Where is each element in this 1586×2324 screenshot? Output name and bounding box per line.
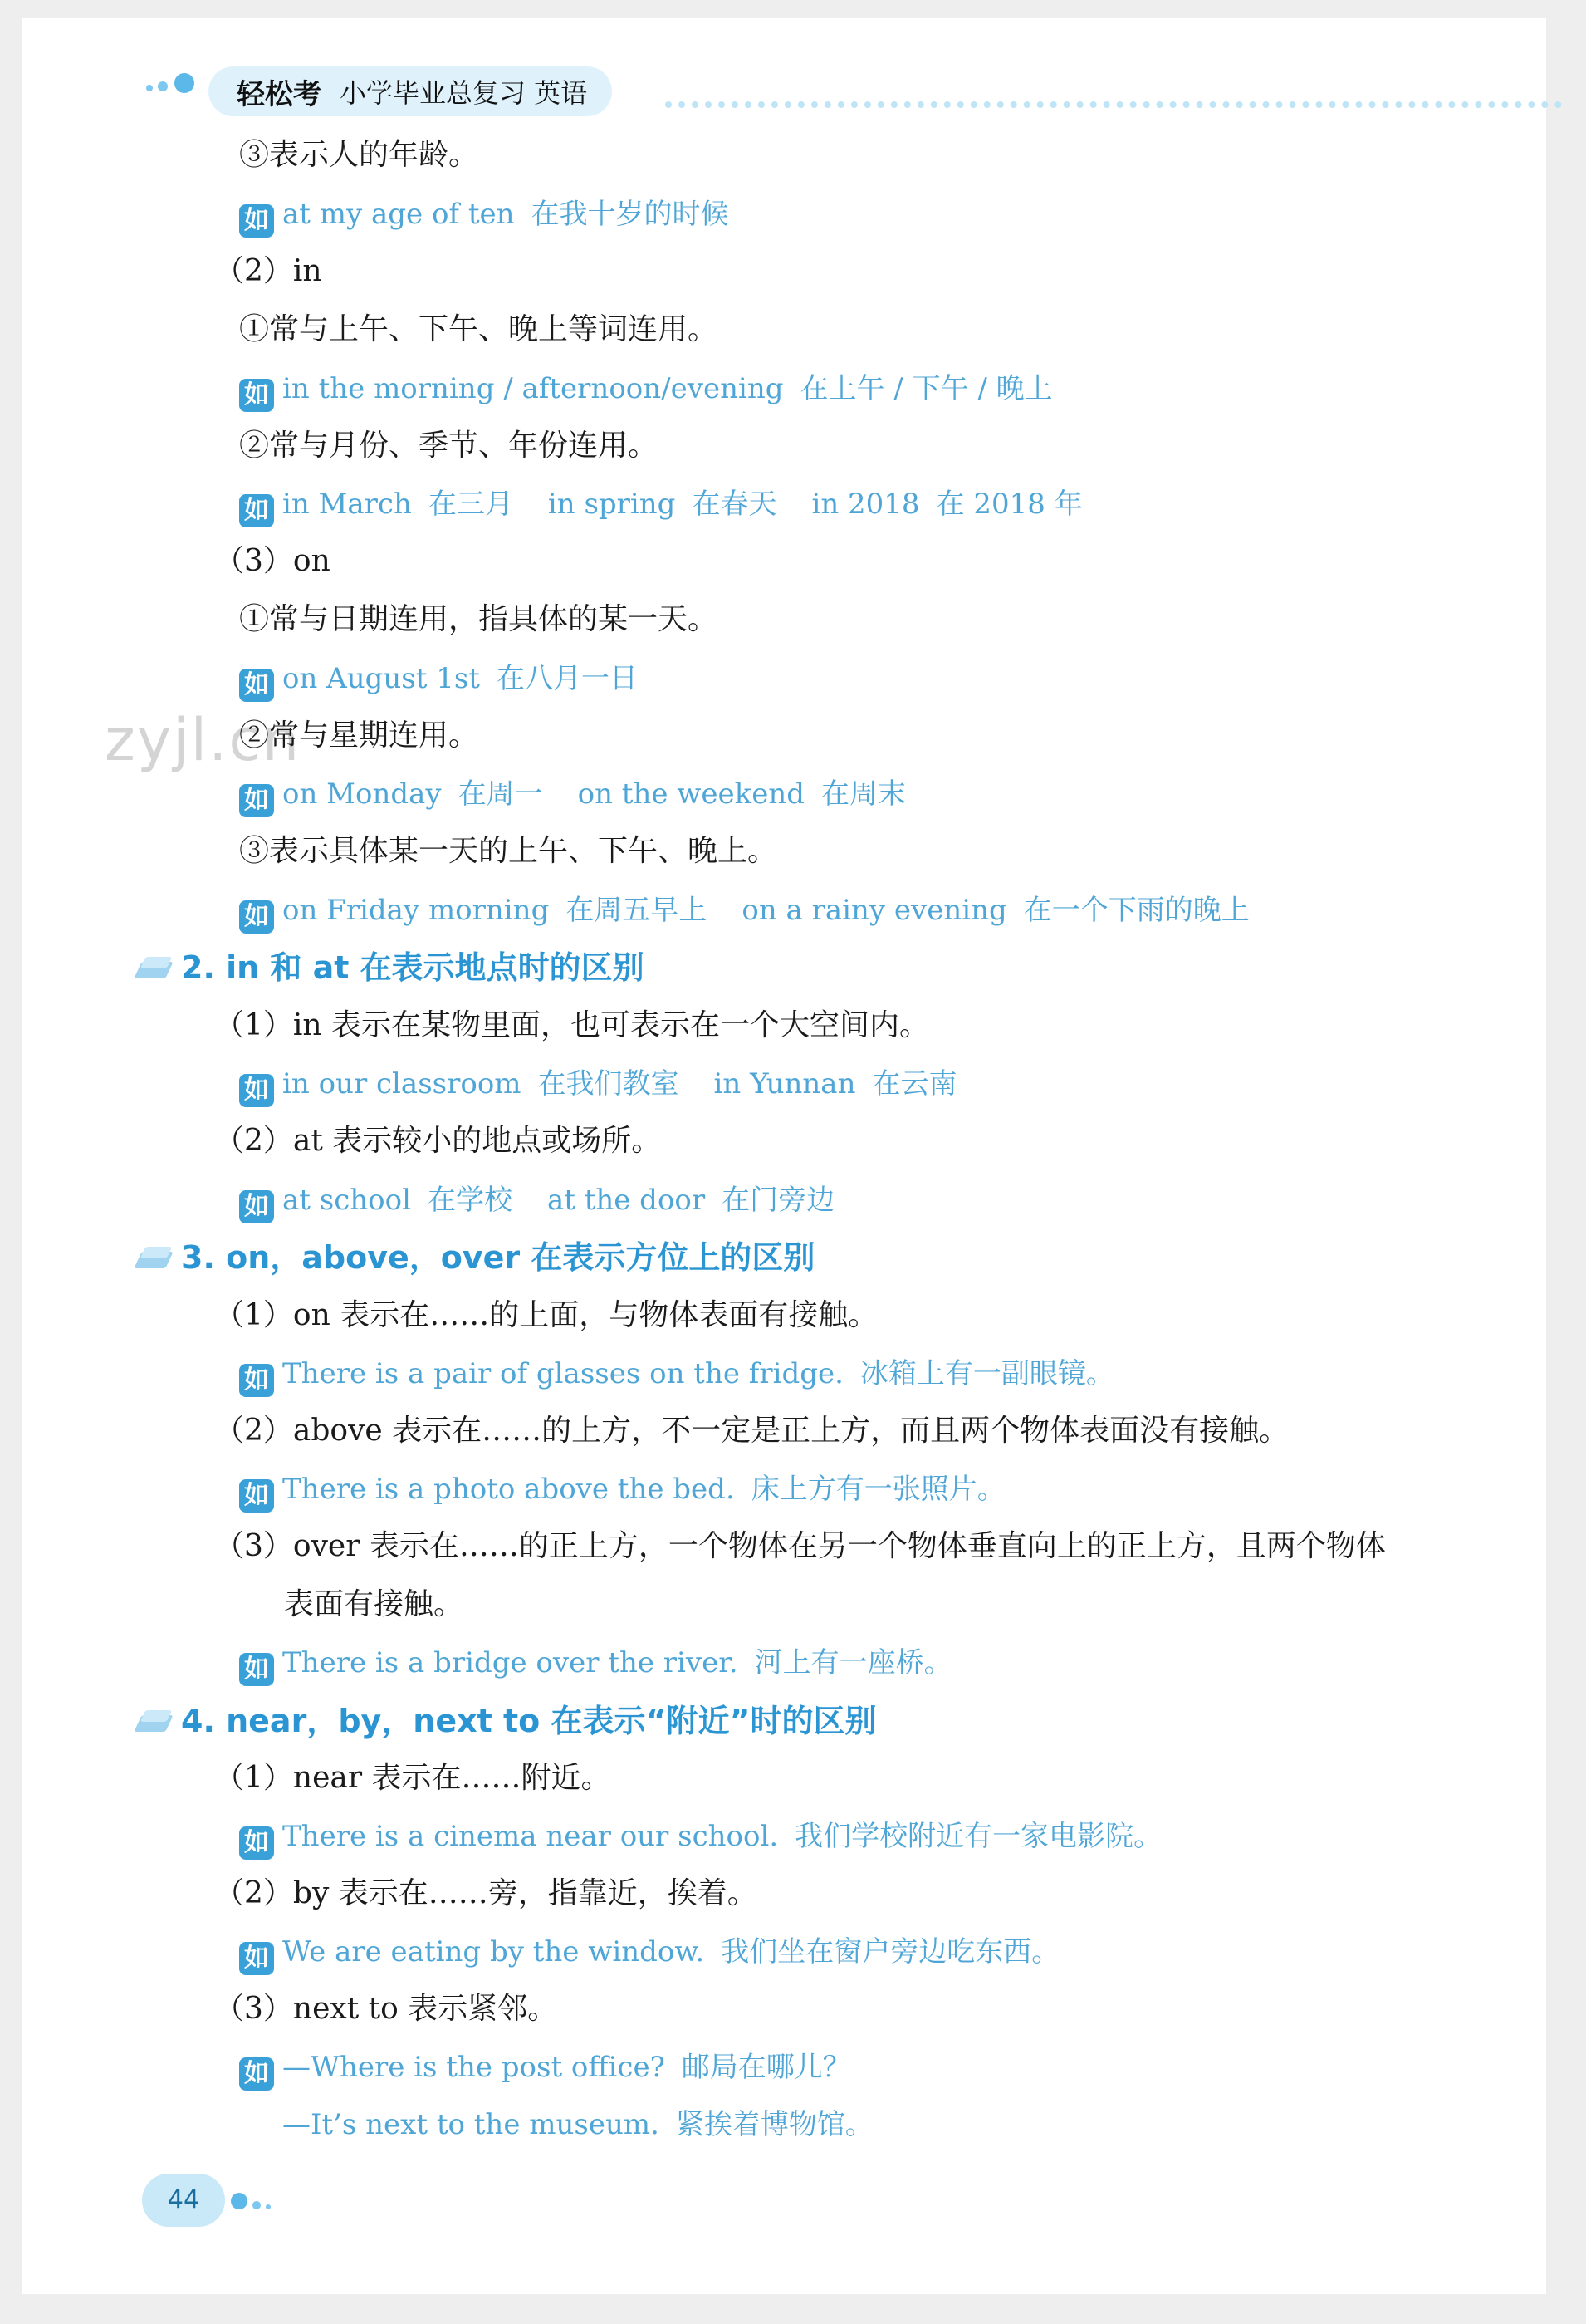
example-chinese: 我们坐在窗户旁边吃东西。: [721, 1935, 1060, 1969]
text-line: ②常与月份、季节、年份连用。: [239, 429, 658, 463]
section-title: 4. near，by，next to 在表示“附近”时的区别: [181, 1703, 877, 1739]
example-english: on August 1st: [282, 662, 480, 695]
example-english: at school: [282, 1184, 411, 1217]
example-chinese: 在周一: [458, 777, 543, 811]
text-line: （1）near 表示在……附近。: [214, 1761, 611, 1795]
example-line: [239, 1471, 1006, 1513]
example-chinese: 床上方有一张照片。: [751, 1473, 1006, 1506]
example-chinese: 在春天: [692, 488, 777, 521]
example-chinese: 在三月: [428, 488, 513, 521]
example-english: There is a bridge over the river.: [282, 1646, 738, 1679]
example-line: [239, 1818, 1162, 1860]
example-badge-icon: 如: [239, 494, 274, 527]
example-chinese: 在我十岁的时候: [531, 198, 729, 231]
example-english: in our classroom: [282, 1067, 521, 1101]
text-line: （1）in 表示在某物里面，也可表示在一个大空间内。: [214, 1008, 930, 1042]
example-chinese: 在周五早上: [565, 894, 707, 927]
header-dotted-rule: [665, 101, 1562, 108]
page-number: 44: [142, 2174, 225, 2227]
example-english: There is a cinema near our school.: [282, 1820, 779, 1853]
example-english: —It’s next to the museum.: [282, 2108, 659, 2141]
watermark: zyjl.cn: [105, 706, 301, 774]
text-line: （1）on 表示在……的上面，与物体表面有接触。: [214, 1298, 879, 1332]
section-heading-3: [136, 1238, 815, 1277]
example-line: [239, 1356, 1114, 1397]
example-badge-icon: 如: [239, 2057, 274, 2091]
text-line: （3）over 表示在……的正上方，一个物体在另一个物体垂直向上的正上方，且两个物体: [214, 1529, 1386, 1563]
book-icon: [136, 1709, 173, 1733]
text-line: 表面有接触。: [284, 1587, 464, 1621]
text-line: （2）at 表示较小的地点或场所。: [214, 1124, 662, 1158]
example-line: [239, 1182, 835, 1223]
example-chinese: 邮局在哪儿？: [681, 2051, 851, 2084]
example-line: [239, 1645, 952, 1686]
text-line: ①常与日期连用，指具体的某一天。: [239, 602, 718, 636]
text-line: ②常与星期连用。: [239, 718, 479, 753]
example-english: in 2018: [811, 488, 920, 521]
example-badge-icon: 如: [239, 1190, 274, 1223]
example-chinese: 在云南: [872, 1067, 957, 1101]
example-english: in the morning / afternoon/evening: [282, 372, 784, 405]
example-chinese: 冰箱上有一副眼镜。: [859, 1357, 1114, 1390]
example-english: in March: [282, 488, 412, 521]
subsection-heading: （3）on: [214, 544, 330, 578]
example-line: [239, 1066, 957, 1107]
example-english: —Where is the post office?: [282, 2051, 665, 2084]
example-english: on Monday: [282, 777, 442, 811]
example-english: on Friday morning: [282, 894, 550, 927]
example-line: [239, 892, 1250, 934]
example-chinese: 在八月一日: [496, 662, 638, 695]
book-icon: [136, 1245, 173, 1270]
example-badge-icon: 如: [239, 900, 274, 934]
header-brand: 轻松考: [237, 77, 321, 111]
text-line: （3）next to 表示紧邻。: [214, 1992, 558, 2026]
example-badge-icon: 如: [239, 669, 274, 702]
example-line: [239, 486, 1083, 527]
example-chinese: 在 2018 年: [936, 488, 1083, 521]
example-chinese: 在周末: [821, 777, 907, 811]
example-line: [239, 1934, 1060, 1975]
example-badge-icon: 如: [239, 1942, 274, 1975]
example-chinese: 在我们教室: [537, 1067, 679, 1101]
example-badge-icon: 如: [239, 204, 274, 238]
example-chinese: 河上有一座桥。: [754, 1646, 952, 1679]
header-title: [208, 66, 612, 116]
book-icon: [136, 955, 173, 980]
example-english: We are eating by the window.: [282, 1935, 705, 1969]
example-badge-icon: 如: [239, 784, 274, 817]
text-line: ③表示人的年龄。: [239, 138, 479, 172]
text-line: ①常与上午、下午、晚上等词连用。: [239, 312, 718, 346]
example-badge-icon: 如: [239, 1479, 274, 1513]
example-chinese: 在门旁边: [722, 1184, 835, 1217]
example-chinese: 我们学校附近有一家电影院。: [795, 1820, 1163, 1853]
example-english: on a rainy evening: [742, 894, 1007, 927]
example-badge-icon: 如: [239, 1826, 274, 1860]
textbook-page: [22, 18, 1546, 2294]
example-english: at my age of ten: [282, 198, 515, 231]
example-line: [239, 660, 638, 702]
example-line: [239, 196, 729, 238]
example-english: There is a photo above the bed.: [282, 1473, 735, 1506]
section-heading-2: [136, 949, 644, 987]
example-english: at the door: [546, 1184, 706, 1217]
example-chinese: 在一个下雨的晚上: [1023, 894, 1250, 927]
section-title: 3. on，above，over 在表示方位上的区别: [181, 1239, 815, 1276]
example-english: on the weekend: [577, 777, 805, 811]
section-title: 2. in 和 at 在表示地点时的区别: [181, 949, 644, 986]
example-chinese: 在上午 / 下午 / 晚上: [800, 372, 1053, 405]
example-english: in Yunnan: [713, 1067, 856, 1101]
header-subtitle: 小学毕业总复习 英语: [340, 77, 588, 109]
example-badge-icon: 如: [239, 1074, 274, 1107]
section-heading-4: [136, 1702, 876, 1740]
example-line: [282, 2106, 874, 2143]
example-chinese: 紧挨着博物馆。: [675, 2108, 874, 2141]
text-line: （2）above 表示在……的上方，不一定是正上方，而且两个物体表面没有接触。: [214, 1414, 1290, 1448]
example-english: There is a pair of glasses on the fridge.: [282, 1357, 844, 1390]
example-badge-icon: 如: [239, 1653, 274, 1686]
example-badge-icon: 如: [239, 1364, 274, 1397]
example-line: [239, 2049, 851, 2091]
example-english: in spring: [547, 488, 676, 521]
example-badge-icon: 如: [239, 379, 274, 412]
text-line: （2）by 表示在……旁，指靠近，挨着。: [214, 1876, 757, 1910]
subsection-heading: （2）in: [214, 254, 322, 288]
example-line: [239, 370, 1053, 412]
example-line: [239, 776, 906, 817]
example-chinese: 在学校: [427, 1184, 512, 1217]
page-header: [22, 18, 1546, 118]
text-line: ③表示具体某一天的上午、下午、晚上。: [239, 834, 778, 868]
